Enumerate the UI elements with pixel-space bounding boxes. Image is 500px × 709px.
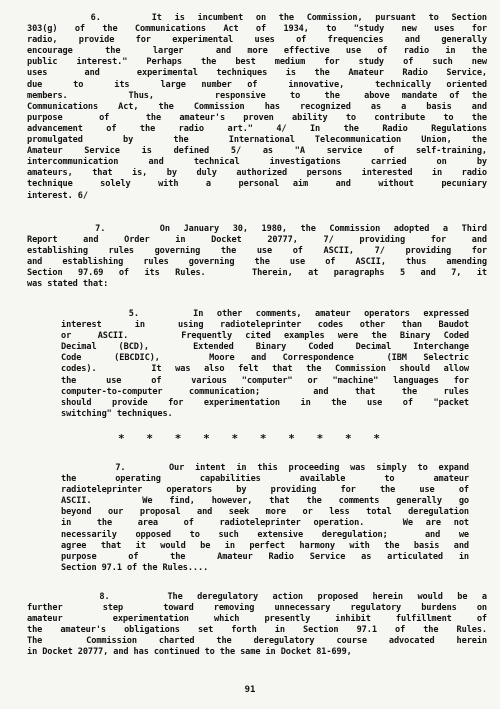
text-line: the amateur's obligations set forth in Section 97.1 of the Rules. xyxy=(27,625,487,636)
text-line: The Commission charted the deregulatory course advocated herein xyxy=(27,636,487,647)
section-separator xyxy=(118,432,380,445)
text-line: in Docket 20777, and has continued to the same in Docket 81-699, xyxy=(27,647,352,658)
text-line: advancement of the radio art." 4/ In the Radio Regulations xyxy=(27,123,487,134)
text-line: radioteleprinter operators by providing for the use of xyxy=(61,485,469,496)
text-line: ASCII. We find, however, that the comments generally go xyxy=(61,496,469,507)
text-line: computer-to-computer communication; and that the rules xyxy=(61,386,469,397)
page-number: 91 xyxy=(244,685,256,695)
text-line: Amateur Service is defined 5/ as "A service of self-training, xyxy=(27,146,487,157)
text-line: Decimal (BCD), Extended Binary Coded Decimal Interchange xyxy=(61,342,469,353)
paragraph-6 xyxy=(27,13,487,202)
separator-star: * xyxy=(118,432,125,445)
text-line: interest in using radioteleprinter codes other than Baudot xyxy=(61,320,469,331)
separator-star: * xyxy=(259,432,267,445)
text-line: purpose of the Amateur Radio Service as articulated in xyxy=(61,551,469,562)
text-line: switching" techniques. xyxy=(61,408,173,419)
text-line: Communications Act, the Commission has recognized as a basis and xyxy=(27,101,487,112)
separator-star: * xyxy=(288,432,295,445)
text-line: amateur experimentation which presently inhibit fulfillment of xyxy=(27,614,487,625)
text-line: the use of various "computer" or "machine" languages for xyxy=(61,375,469,386)
text-line: beyond our proposal and seek more or less total deregulation xyxy=(61,507,469,518)
text-line: establishing rules governing the use of ASCII, 7/ providing for xyxy=(27,246,487,257)
text-line: further step toward removing unnecessary regulatory burdens on xyxy=(27,603,487,614)
text-line: intercommunication and technical investigations carried on by xyxy=(27,157,487,168)
separator-star: * xyxy=(203,432,210,445)
text-line: public interest." Perhaps the best medium for study of such new xyxy=(27,57,487,68)
text-line: 7. Our intent in this proceeding was simply to expand xyxy=(61,463,469,473)
text-line: 8. The deregulatory action proposed herein would be a xyxy=(27,592,487,602)
text-line: promulgated by the International Telecommunication Union, the xyxy=(27,135,487,146)
separator-star: * xyxy=(174,432,182,445)
text-line: agree that it would be in perfect harmony with the basis and xyxy=(61,540,469,551)
text-line: necessarily opposed to such extensive deregulation; and we xyxy=(61,529,469,540)
text-line: interest. 6/ xyxy=(27,190,88,201)
text-line: purpose of the amateur's proven ability to contribute to the xyxy=(27,112,487,123)
separator-star: * xyxy=(345,432,352,445)
paragraph-8 xyxy=(27,592,487,659)
text-line: members. Thus, responsive to the above mandate of the xyxy=(27,90,487,101)
text-line: 6. It is incumbent on the Commission, pursuant to Section xyxy=(27,13,487,23)
quoted-paragraph-5 xyxy=(61,309,469,420)
text-line: Report and Order in Docket 20777, 7/ providing for and xyxy=(27,235,487,246)
text-line: Section 97.69 of its Rules. Therein, at paragraphs 5 and 7, it xyxy=(27,268,487,279)
text-line: and establishing rules governing the use of ASCII, thus amending xyxy=(27,257,487,268)
text-line: 7. On January 30, 1980, the Commission adopted a Third xyxy=(27,224,487,234)
paragraph-7 xyxy=(27,224,487,291)
text-line: radio, provide for experimental uses of frequencies and generally xyxy=(27,35,487,46)
separator-star: * xyxy=(146,432,153,445)
text-line: encourage the larger and more effective use of radio in the xyxy=(27,46,487,57)
text-line: technique solely with a personal aim and without pecuniary xyxy=(27,179,487,190)
quoted-paragraph-7 xyxy=(61,463,469,574)
text-line: in the area of radioteleprinter operation. We are not xyxy=(61,518,469,529)
text-line: due to its large number of innovative, technically oriented xyxy=(27,79,487,90)
text-line: codes). It was also felt that the Commission should allow xyxy=(61,364,469,375)
text-line: the operating capabilities available to amateur xyxy=(61,474,469,485)
separator-star: * xyxy=(316,432,324,445)
text-line: 5. In other comments, amateur operators expressed xyxy=(61,309,469,319)
separator-star: * xyxy=(231,432,239,445)
text-line: 303(g) of the Communications Act of 1934, to "study new uses for xyxy=(27,24,487,35)
text-line: Code (EBCDIC), Moore and Correspondence (IBM Selectric xyxy=(61,353,469,364)
text-line: was stated that: xyxy=(27,279,109,290)
text-line: Section 97.1 of the Rules.... xyxy=(61,562,209,573)
text-line: uses and experimental techniques is the Amateur Radio Service, xyxy=(27,68,487,79)
text-line: or ASCII. Frequently cited examples were the Binary Coded xyxy=(61,331,469,342)
text-line: amateurs, that is, by duly authorized persons interested in radio xyxy=(27,168,487,179)
text-line: should provide for experimentation in the use of "packet xyxy=(61,397,469,408)
separator-star: * xyxy=(373,432,380,445)
